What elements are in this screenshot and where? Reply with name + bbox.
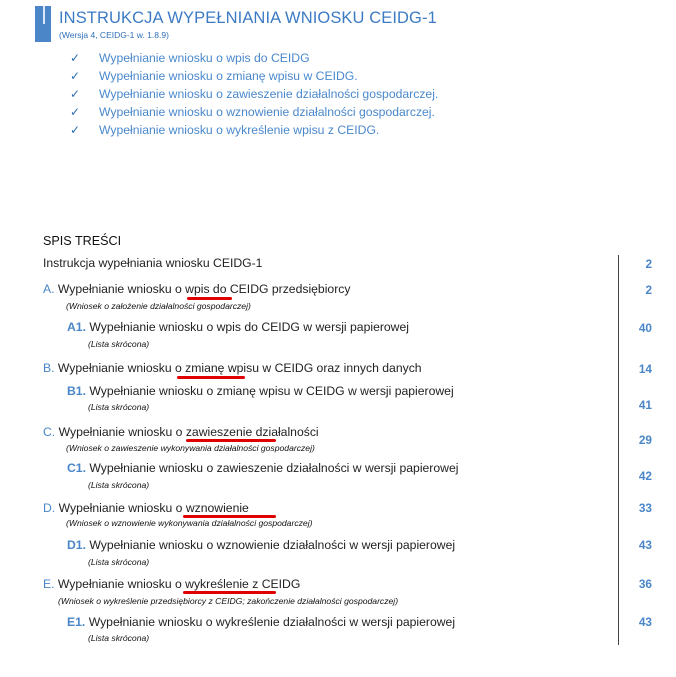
section-keyword: o zawieszenie	[175, 425, 253, 439]
toc-page-sub-c1[interactable]: 42	[638, 469, 652, 483]
toc-row-section-a[interactable]	[43, 282, 350, 296]
sub-letter: E1.	[67, 615, 86, 629]
keyword-underline	[177, 376, 245, 379]
checklist-label: Wypełnianie wniosku o wznowienie działalności gospodarczej.	[99, 105, 435, 119]
toc-page-section-e[interactable]: 36	[638, 577, 652, 591]
section-text: Wypełnianie wniosku	[58, 425, 176, 439]
section-text-end: z CEIDG	[248, 577, 301, 591]
section-letter: D.	[43, 501, 56, 515]
check-icon: ✓	[70, 105, 81, 119]
header-accent-line	[43, 6, 45, 24]
keyword-underline	[183, 591, 276, 594]
toc-row-intro[interactable]	[43, 256, 262, 270]
checklist-item	[70, 123, 438, 141]
checklist-label: Wypełnianie wniosku o wpis do CEIDG	[99, 51, 310, 65]
sub-letter: B1.	[67, 384, 86, 398]
toc-heading: SPIS TREŚCI	[43, 234, 122, 248]
sub-note: (Lista skrócona)	[88, 633, 150, 643]
section-letter: E.	[43, 577, 55, 591]
checklist-item	[70, 69, 438, 87]
section-keyword: o zmianę	[175, 361, 225, 375]
section-note: (Wniosek o założenie działalności gospodarczej)	[66, 301, 251, 311]
document-title: INSTRUKCJA WYPEŁNIANIA WNIOSKU CEIDG-1	[59, 9, 437, 27]
checklist-item	[70, 87, 438, 105]
checklist	[70, 51, 438, 141]
sub-text: Wypełnianie wniosku o wykreślenie działalności w wersji papierowej	[88, 615, 456, 629]
sub-letter: A1.	[67, 320, 86, 334]
toc-row-section-d[interactable]	[43, 501, 249, 515]
checklist-label: Wypełnianie wniosku o zawieszenie działalności gospodarczej.	[99, 87, 439, 101]
toc-page-sub-b1[interactable]: 41	[638, 398, 652, 412]
toc-row-sub-c1[interactable]	[67, 461, 458, 475]
section-keyword: o wpis	[175, 282, 210, 296]
section-note: (Wniosek o zawieszenie wykonywania działalności gospodarczej)	[66, 443, 315, 453]
toc-row-sub-d1[interactable]	[67, 538, 455, 552]
sub-letter: C1.	[67, 461, 86, 475]
check-icon: ✓	[70, 51, 81, 65]
checklist-label: Wypełnianie wniosku o zmianę wpisu w CEIDG.	[99, 69, 358, 83]
section-text: Wypełnianie wniosku	[58, 501, 176, 515]
sub-letter: D1.	[67, 538, 86, 552]
toc-row-section-e[interactable]	[43, 577, 300, 591]
sub-text: Wypełnianie wniosku o wpis do CEIDG w wersji papierowej	[89, 320, 409, 334]
sub-note: (Lista skrócona)	[88, 339, 150, 349]
sub-text: Wypełnianie wniosku o zawieszenie działalności w wersji papierowej	[89, 461, 459, 475]
check-icon: ✓	[70, 87, 81, 101]
toc-row-sub-b1[interactable]	[67, 384, 454, 398]
toc-page-sub-d1[interactable]: 43	[638, 538, 652, 552]
section-letter: B.	[43, 361, 55, 375]
check-icon: ✓	[70, 69, 81, 83]
toc-row-sub-a1[interactable]	[67, 320, 409, 334]
section-letter: A.	[43, 282, 55, 296]
section-text: Wypełnianie wniosku	[57, 282, 175, 296]
sub-text: Wypełnianie wniosku o zmianę wpisu w CEIDG w wersji papierowej	[89, 384, 454, 398]
sub-note: (Lista skrócona)	[88, 402, 150, 412]
toc-page-intro[interactable]: 2	[645, 257, 652, 271]
sub-note: (Lista skrócona)	[88, 480, 150, 490]
toc-intro-label: Instrukcja wypełniania wniosku CEIDG-1	[43, 256, 263, 270]
toc-row-section-c[interactable]	[43, 425, 319, 439]
toc-page-section-d[interactable]: 33	[638, 501, 652, 515]
keyword-underline	[187, 297, 232, 300]
section-text: Wypełnianie wniosku	[57, 577, 175, 591]
check-icon: ✓	[70, 123, 81, 137]
checklist-label: Wypełnianie wniosku o wykreślenie wpisu z CEIDG.	[99, 123, 380, 137]
checklist-item	[70, 105, 438, 123]
section-text-end: działalności	[252, 425, 319, 439]
section-keyword: o wznowienie	[175, 501, 249, 515]
sub-note: (Lista skrócona)	[88, 557, 150, 567]
sub-text: Wypełnianie wniosku o wznowienie działalności w wersji papierowej	[89, 538, 456, 552]
toc-row-section-b[interactable]	[43, 361, 422, 375]
section-text: Wypełnianie wniosku	[57, 361, 175, 375]
toc-page-sub-a1[interactable]: 40	[638, 321, 652, 335]
document-version: (Wersja 4, CEIDG-1 w. 1.8.9)	[59, 30, 169, 40]
section-text-end: wpisu w CEIDG oraz innych danych	[224, 361, 422, 375]
toc-page-section-b[interactable]: 14	[638, 362, 652, 376]
toc-page-section-c[interactable]: 29	[638, 433, 652, 447]
section-keyword: o wykreślenie	[175, 577, 249, 591]
checklist-item	[70, 51, 438, 69]
keyword-underline	[186, 439, 276, 442]
toc-row-sub-e1[interactable]	[67, 615, 455, 629]
section-note: (Wniosek o wykreślenie przedsiębiorcy z CEIDG; zakończenie działalności gospodarczej)	[58, 596, 399, 606]
section-text-end: do CEIDG przedsiębiorcy	[209, 282, 351, 296]
toc-page-sub-e1[interactable]: 43	[638, 615, 652, 629]
section-letter: C.	[43, 425, 56, 439]
toc-page-section-a[interactable]: 2	[645, 283, 652, 297]
section-note: (Wniosek o wznowienie wykonywania działalności gospodarczej)	[66, 518, 313, 528]
